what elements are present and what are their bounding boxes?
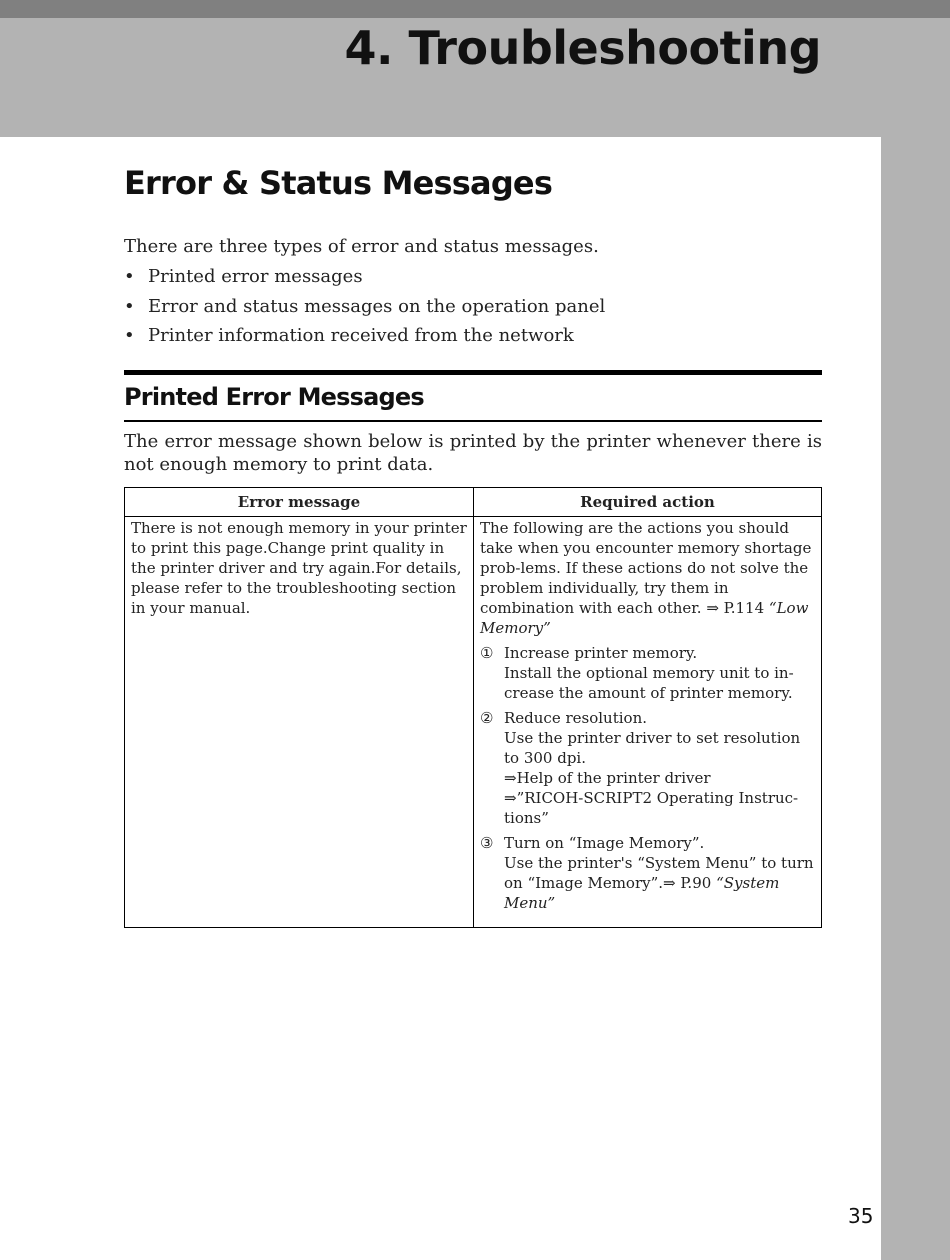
step-line: ⇒Help of the printer driver — [504, 769, 711, 787]
subsection-title: Printed Error Messages — [124, 383, 424, 411]
system-menu-ref: “System Menu” — [504, 874, 780, 912]
error-message-cell — [125, 517, 474, 928]
low-memory-ref: “Low Memory” — [480, 599, 809, 637]
list-item — [124, 265, 605, 295]
table-header-row — [125, 488, 822, 517]
column-header-error-message: Error message — [125, 488, 474, 517]
step-line: Install the optional memory unit to in-crease the amount of printer memory. — [504, 664, 794, 702]
section-title: Error & Status Messages — [124, 164, 553, 202]
step-line: Use the printer driver to set resolution to 300 dpi. — [504, 729, 801, 767]
subsection-paragraph: The error message shown below is printed by the printer whenever there is not enough memory to print data. — [124, 431, 822, 475]
step-line — [504, 853, 815, 913]
header-top-strip — [0, 0, 950, 18]
circled-one-icon: ① — [480, 644, 494, 662]
step-title: Reduce resolution. — [504, 709, 647, 727]
list-item — [124, 295, 605, 325]
step-line-text: Use the printer's “System Menu” to turn on “Image Memory”.⇒ P.90 — [504, 854, 814, 892]
right-margin-band — [881, 137, 950, 1260]
circled-three-icon: ③ — [480, 834, 494, 852]
chapter-title: 4. Troubleshooting — [344, 21, 821, 75]
section-divider-thick — [124, 370, 822, 375]
list-item-text: Printed error messages — [148, 266, 363, 287]
bullet-icon: • — [124, 295, 135, 317]
required-action-cell — [474, 517, 822, 928]
action-step-1 — [480, 643, 815, 703]
list-item-text: Printer information received from the network — [148, 325, 574, 346]
step-title: Increase printer memory. — [504, 644, 698, 662]
section-divider-thin — [124, 420, 822, 422]
column-header-required-action: Required action — [474, 488, 822, 517]
bullet-icon: • — [124, 266, 135, 287]
page-number: 35 — [848, 1204, 874, 1228]
step-line: ⇒”RICOH-SCRIPT2 Operating Instruc-tions” — [504, 789, 799, 827]
error-message-text: There is not enough memory in your printer to print this page.Change print quality in the printer driver and try again.For details, please refer to the troubleshooting section in your manual. — [131, 519, 467, 617]
list-item — [124, 324, 605, 354]
list-item-text: Error and status messages on the operation panel — [148, 295, 606, 317]
intro-text: There are three types of error and status messages. — [124, 236, 599, 257]
message-types-list — [124, 265, 605, 354]
action-step-3 — [480, 833, 815, 913]
step-title: Turn on “Image Memory”. — [504, 834, 705, 852]
circled-two-icon: ② — [480, 709, 494, 727]
bullet-icon: • — [124, 325, 135, 346]
action-step-2 — [480, 708, 815, 828]
action-intro — [480, 518, 815, 638]
action-intro-text: The following are the actions you should take when you encounter memory shortage prob-lems. If these actions do not solve the problem individually, try them in combination with each other. ⇒ P.114 — [480, 519, 812, 617]
error-table — [124, 487, 822, 928]
table-row — [125, 517, 822, 928]
